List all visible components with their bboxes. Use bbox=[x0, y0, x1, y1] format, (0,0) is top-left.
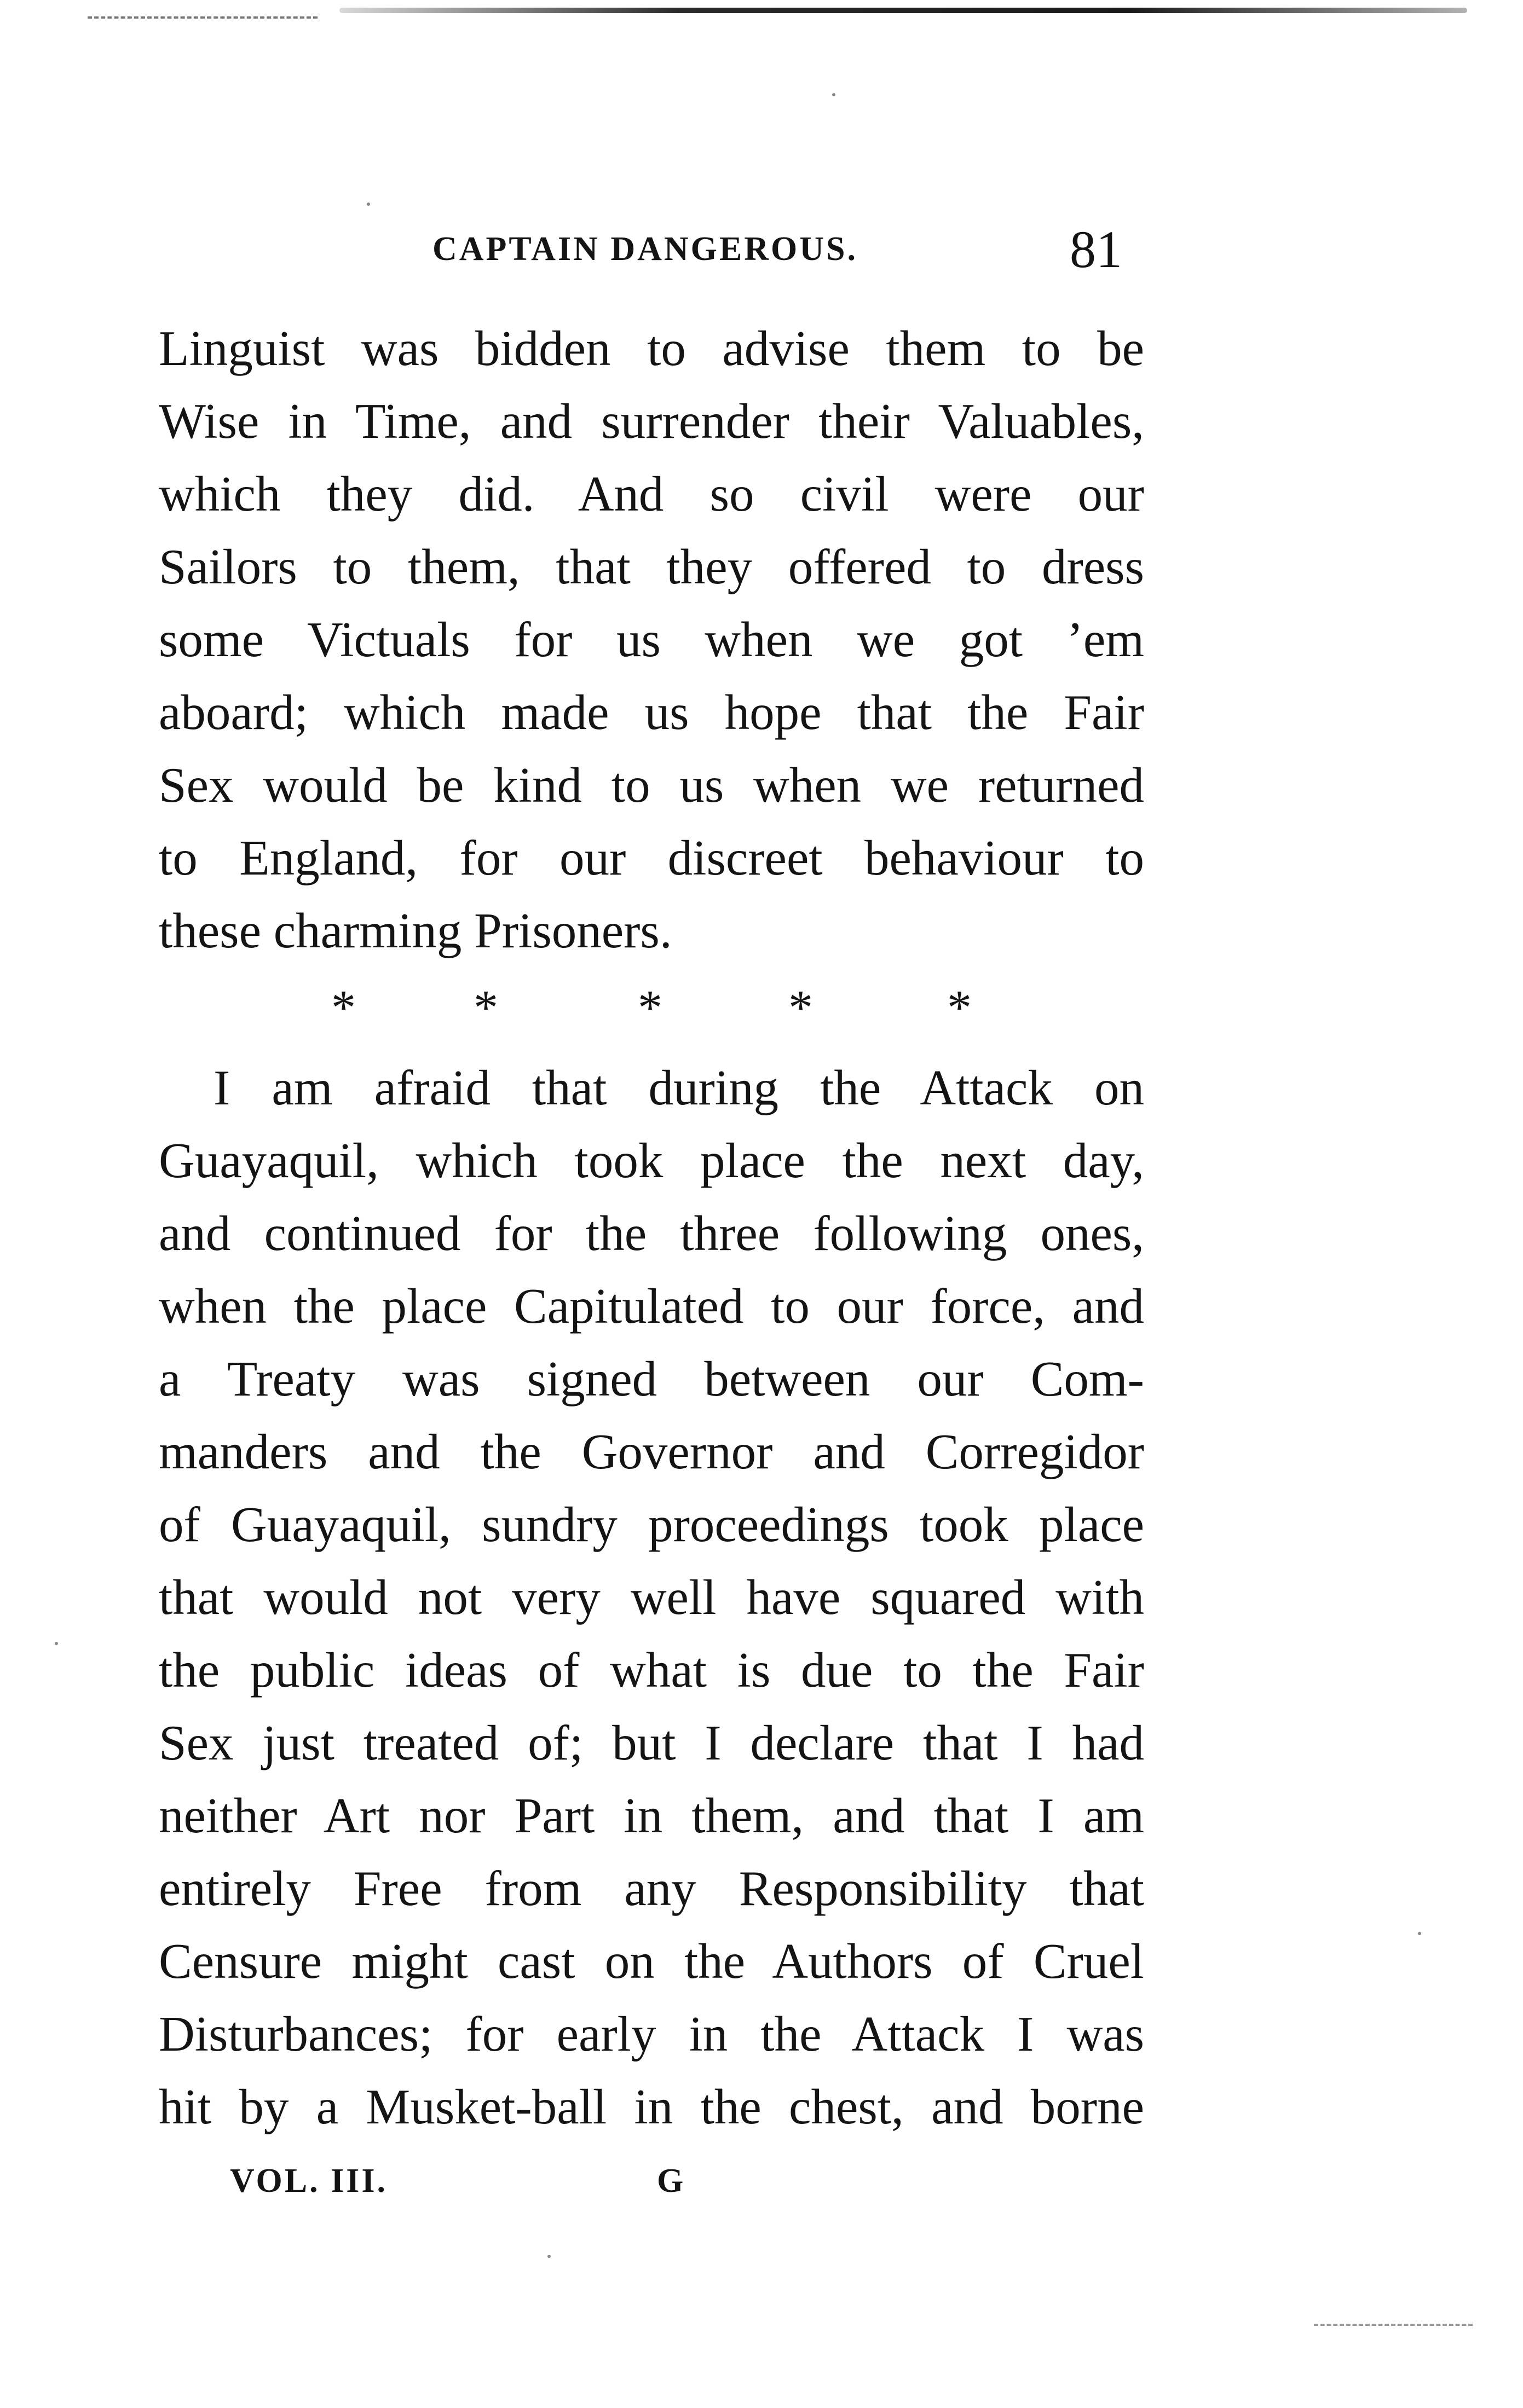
scan-speck bbox=[367, 202, 370, 206]
scan-speck bbox=[832, 93, 835, 96]
scan-speck bbox=[55, 1642, 58, 1645]
volume-marker: VOL. III. bbox=[230, 2162, 388, 2199]
paragraph-1 bbox=[159, 312, 1144, 967]
text-line: a Treaty was signed between our Com- bbox=[159, 1351, 1144, 1406]
text-line: these charming Prisoners. bbox=[159, 903, 672, 958]
text-line: entirely Free from any Responsibility that bbox=[159, 1861, 1144, 1916]
text-line: Wise in Time, and surrender their Valuables, bbox=[159, 393, 1144, 449]
text-line: the public ideas of what is due to the Fair bbox=[159, 1642, 1144, 1698]
text-line: which they did. And so civil were our bbox=[159, 466, 1144, 522]
text-line: Linguist was bidden to advise them to be bbox=[159, 321, 1144, 376]
page-number: 81 bbox=[1070, 220, 1122, 279]
text-line: Sex would be kind to us when we returned bbox=[159, 757, 1144, 813]
text-line: and continued for the three following ones, bbox=[159, 1206, 1144, 1261]
text-line: Disturbances; for early in the Attack I was bbox=[159, 2006, 1144, 2062]
text-line: Guayaquil, which took place the next day, bbox=[159, 1133, 1144, 1188]
text-line: to England, for our discreet behaviour to bbox=[159, 830, 1144, 885]
section-separator bbox=[159, 967, 1144, 1049]
signature-mark: G bbox=[657, 2162, 686, 2199]
page-body bbox=[159, 312, 1144, 2143]
scan-edge-rule bbox=[339, 8, 1467, 13]
scan-edge-dashes-bottom bbox=[1314, 2324, 1473, 2326]
text-line: hit by a Musket-ball in the chest, and borne bbox=[159, 2079, 1144, 2134]
text-line: I am afraid that during the Attack on bbox=[214, 1060, 1144, 1115]
separator-star: * bbox=[474, 981, 498, 1035]
running-title: CAPTAIN DANGEROUS. bbox=[432, 230, 858, 268]
separator-star: * bbox=[947, 981, 972, 1035]
separator-star: * bbox=[331, 981, 356, 1035]
separator-star: * bbox=[638, 981, 662, 1035]
text-line: when the place Capitulated to our force, and bbox=[159, 1278, 1144, 1334]
text-line: manders and the Governor and Corregidor bbox=[159, 1424, 1144, 1479]
separator-star: * bbox=[788, 981, 813, 1035]
paragraph-2 bbox=[159, 1051, 1144, 2143]
running-head bbox=[432, 219, 1122, 285]
scan-edge-dashes-top bbox=[88, 16, 318, 19]
text-line: Censure might cast on the Authors of Cruel bbox=[159, 1934, 1144, 1989]
text-line: that would not very well have squared with bbox=[159, 1570, 1144, 1625]
text-line: Sailors to them, that they offered to dress bbox=[159, 539, 1144, 594]
text-line: Sex just treated of; but I declare that I had bbox=[159, 1715, 1144, 1770]
scan-speck bbox=[547, 2255, 551, 2258]
text-line: some Victuals for us when we got ’em bbox=[159, 612, 1144, 667]
text-line: neither Art nor Part in them, and that I am bbox=[159, 1788, 1144, 1843]
scan-speck bbox=[1418, 1932, 1421, 1935]
text-line: aboard; which made us hope that the Fair bbox=[159, 685, 1144, 740]
text-line: of Guayaquil, sundry proceedings took place bbox=[159, 1497, 1144, 1552]
page-footer bbox=[230, 2162, 777, 2216]
